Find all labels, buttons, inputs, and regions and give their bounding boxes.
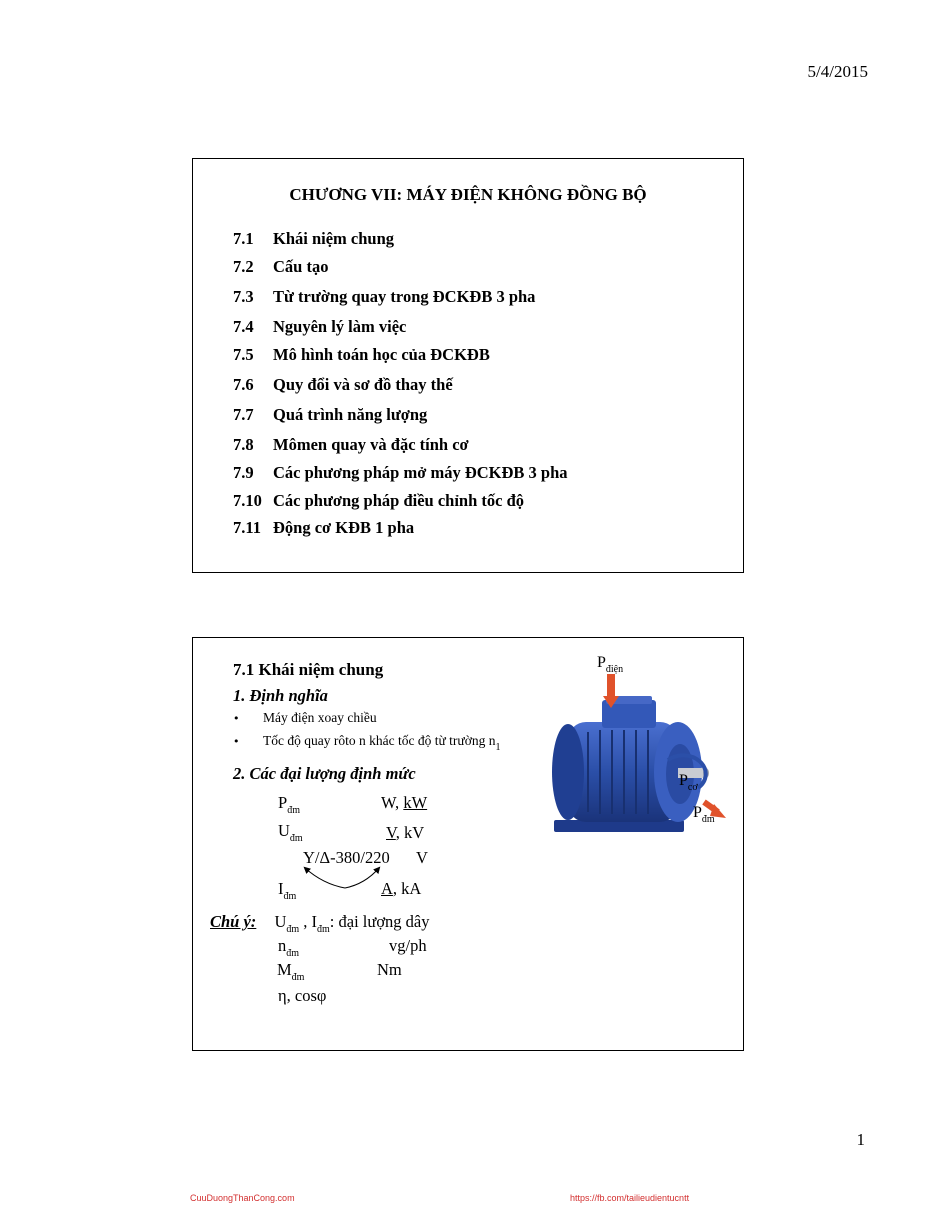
rated-voltage-unit: V, kV xyxy=(386,823,425,842)
rated-quantities-heading: 2. Các đại lượng định mức xyxy=(233,764,416,783)
toc-item: 7.4 Nguyên lý làm việc xyxy=(233,317,407,336)
connection-voltage: Y/Δ-380/220 xyxy=(303,848,390,867)
toc-item: 7.3 Từ trường quay trong ĐCKĐB 3 pha xyxy=(233,287,536,306)
page-number: 1 xyxy=(856,1130,865,1149)
toc-item: 7.8 Mômen quay và đặc tính cơ xyxy=(233,435,469,454)
rated-voltage-symbol: $U_{đm}$ xyxy=(278,821,303,844)
slide-general-concepts xyxy=(192,637,744,1051)
connection-voltage-unit: V xyxy=(416,848,428,867)
footer-left-link[interactable]: CuuDuongThanCong.com xyxy=(190,1193,295,1203)
toc-item: 7.9 Các phương pháp mở máy ĐCKĐB 3 pha xyxy=(233,463,568,482)
efficiency-power-factor: η, cosφ xyxy=(278,986,327,1005)
toc-item: 7.6 Quy đổi và sơ đồ thay thế xyxy=(233,375,453,394)
toc-item: 7.1 Khái niệm chung xyxy=(233,229,395,248)
toc-item: 7.5 Mô hình toán học của ĐCKĐB xyxy=(233,345,490,364)
bullet-item: • Tốc độ quay rôto n khác tốc độ từ trường $n_1$ xyxy=(233,733,501,753)
rated-power-output-label: $P_{đm}$ xyxy=(693,804,715,825)
electrical-power-label: $P_{điện}$ xyxy=(597,654,624,675)
toc-item: 7.2 Cấu tạo xyxy=(233,257,329,276)
rated-torque-unit: Nm xyxy=(377,960,402,979)
definition-heading: 1. Định nghĩa xyxy=(233,686,328,705)
note-line: Chú ý: $U_{đm}$ , $I_{đm}$: đại lượng dây xyxy=(210,912,430,935)
footer-right-link[interactable]: https://fb.com/tailieudientucntt xyxy=(570,1193,690,1203)
toc-item: 7.10 Các phương pháp điều chỉnh tốc độ xyxy=(233,491,525,510)
rated-current-symbol: $I_{đm}$ xyxy=(278,879,297,902)
section-heading: 7.1 Khái niệm chung xyxy=(233,660,384,679)
rated-speed-symbol: $n_{đm}$ xyxy=(278,936,300,959)
rated-power-unit: W, kW xyxy=(381,793,428,812)
bullet-item: • Máy điện xoay chiều xyxy=(233,710,377,725)
rated-current-unit: A, kA xyxy=(381,879,422,898)
slide-toc xyxy=(192,158,744,573)
rated-speed-unit: vg/ph xyxy=(389,936,427,955)
rated-torque-symbol: $M_{đm}$ xyxy=(277,960,305,983)
chapter-title: CHƯƠNG VII: MÁY ĐIỆN KHÔNG ĐỒNG BỘ xyxy=(289,185,647,204)
mechanical-power-label: $P_{cơ}$ xyxy=(679,772,698,793)
toc-item: 7.11 Động cơ KĐB 1 pha xyxy=(233,518,415,537)
page-date: 5/4/2015 xyxy=(807,62,868,81)
rated-power-symbol: $P_{đm}$ xyxy=(278,793,300,816)
toc-item: 7.7 Quá trình năng lượng xyxy=(233,405,428,424)
